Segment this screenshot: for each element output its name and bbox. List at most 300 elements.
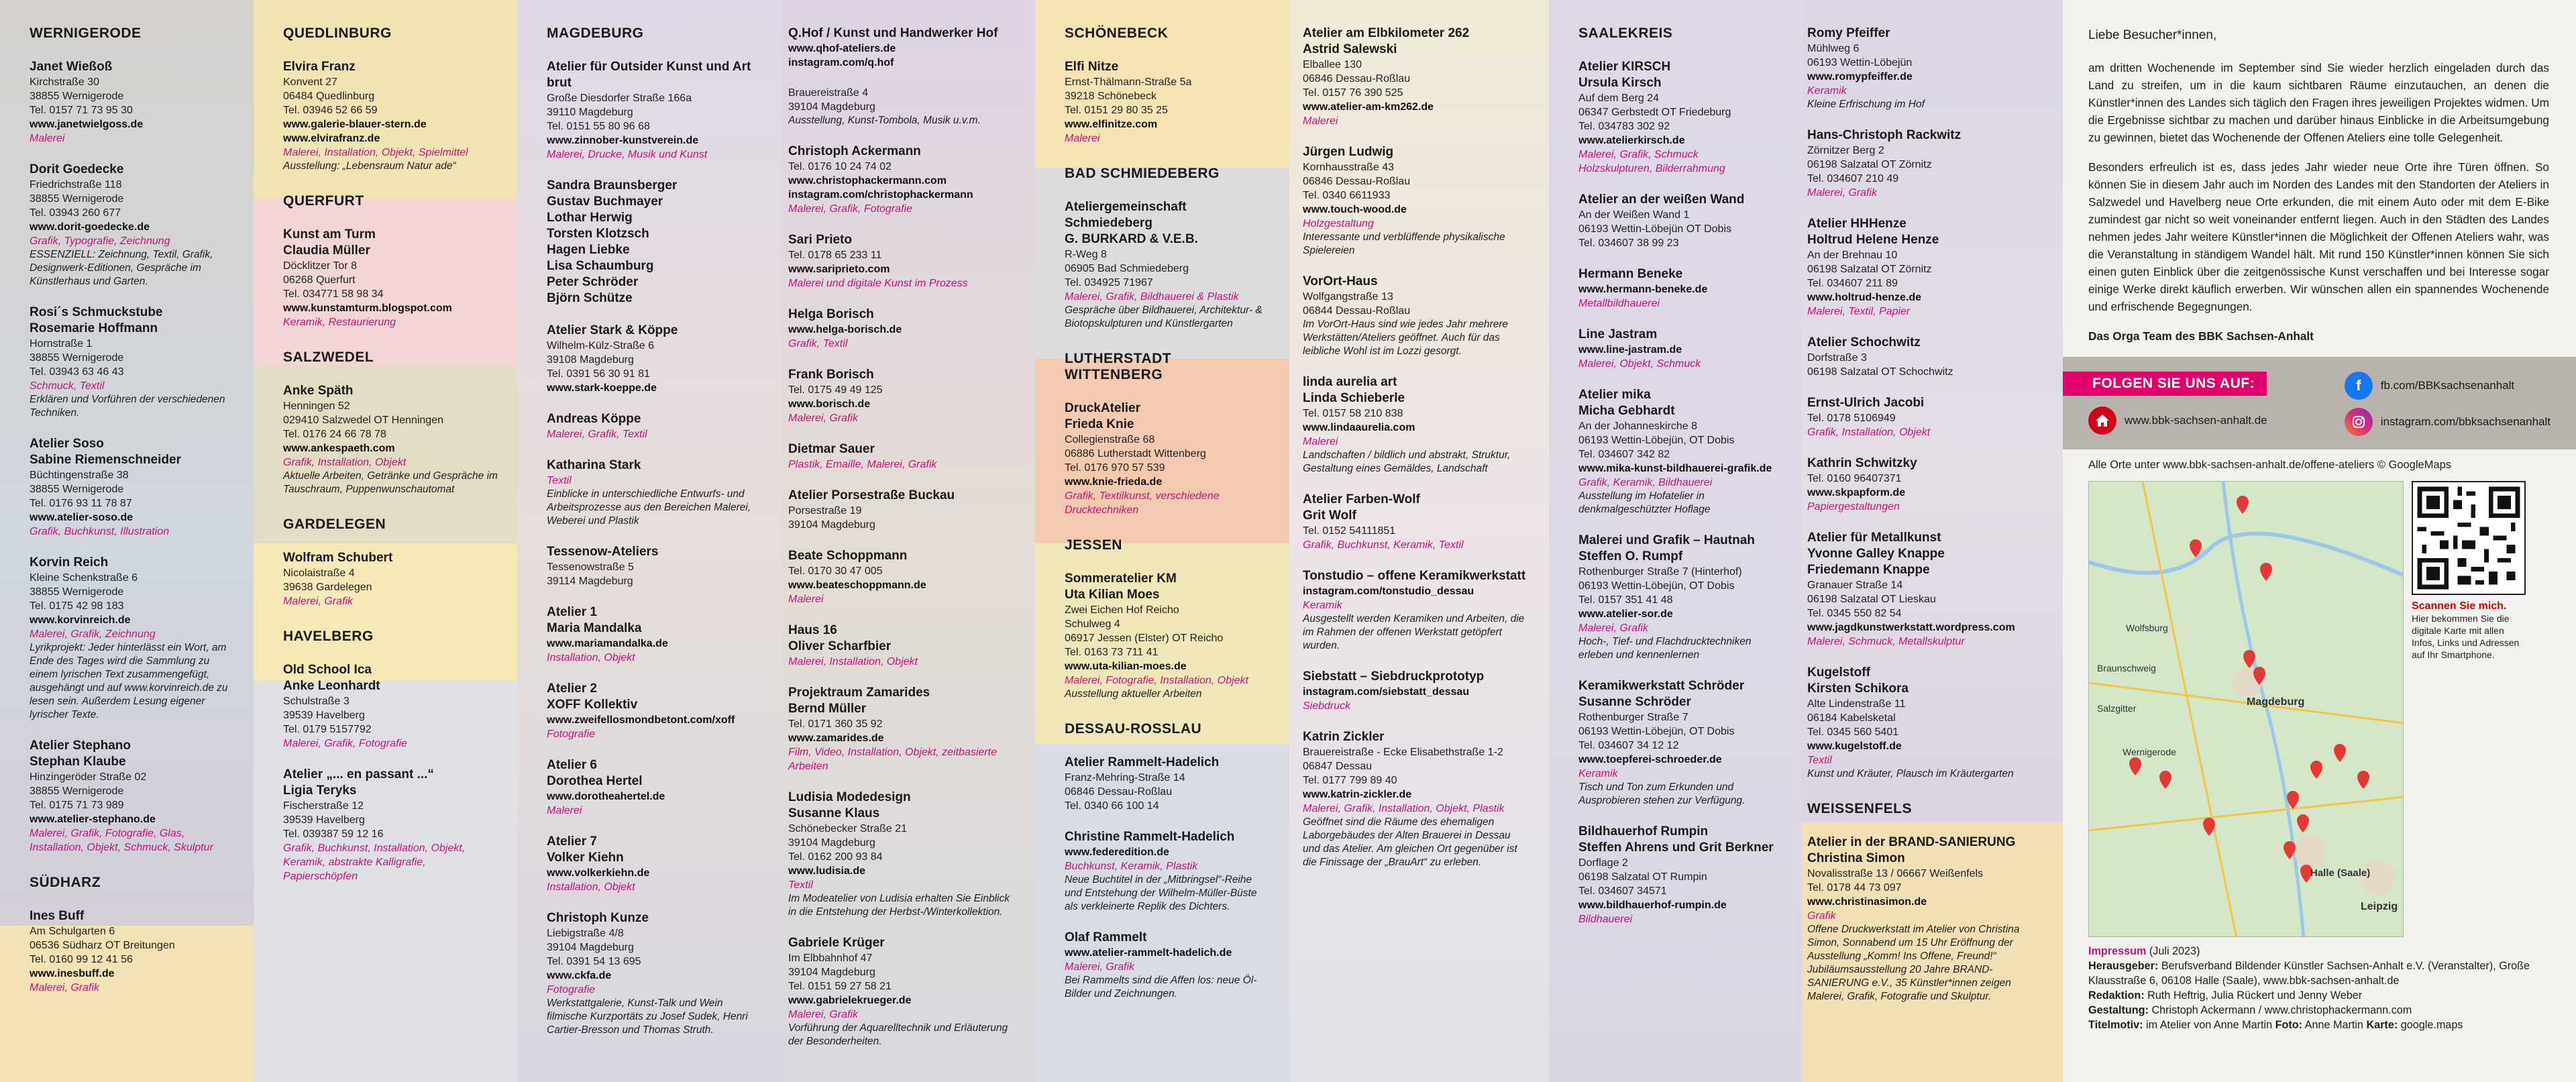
address-line: Tel. 034607 342 82 xyxy=(1578,449,1670,460)
impressum-heading: Impressum xyxy=(2088,945,2147,957)
artist-name: Atelier am Elbkilometer 262 xyxy=(1303,26,1470,40)
artist-name: Ernst-Ulrich Jacobi xyxy=(1807,396,1925,410)
map-label-wernigerode: Wernigerode xyxy=(2123,747,2176,757)
address-line: Kornhausstraße 43 xyxy=(1303,162,1395,173)
website-link[interactable]: www.christophackermann.com xyxy=(788,175,947,186)
website-link[interactable]: www.atelier-stephano.de xyxy=(30,814,156,825)
impressum-design: Christoph Ackermann / www.christophackermann.com xyxy=(2151,1004,2412,1016)
artist-name: Anke Späth xyxy=(283,384,354,398)
artist-name: Kathrin Schwitzky xyxy=(1807,456,1917,470)
impressum-editor: Ruth Heftrig, Julia Rückert und Jenny Weber xyxy=(2147,989,2363,1002)
address-line: 06198 Salzatal OT Zörnitz xyxy=(1807,159,1932,170)
map-label-leipzig: Leipzig xyxy=(2361,901,2398,912)
address-line: 06193 Wettin-Löbejün xyxy=(1807,57,1913,68)
website-link[interactable]: www.gabrielekrueger.de xyxy=(788,995,912,1006)
artist-entry xyxy=(1303,374,1530,476)
artist-entry xyxy=(30,305,235,420)
address-line: Tel. 0178 65 233 11 xyxy=(788,250,882,261)
address-line: Tel. 039387 59 12 16 xyxy=(283,828,384,840)
artist-name: Q.Hof / Kunst und Handwerker Hof xyxy=(788,26,998,40)
category-text: Malerei, Grafik, Textil xyxy=(547,429,647,440)
artist-name: Projektraum Zamarides xyxy=(788,686,930,700)
map-label-magdeburg: Magdeburg xyxy=(2247,696,2305,708)
website-link[interactable]: www.dorit-goedecke.de xyxy=(30,221,150,233)
artist-name: Astrid Salewski xyxy=(1303,42,1397,56)
column-1 xyxy=(0,0,254,1082)
address-line: Collegienstraße 68 xyxy=(1065,434,1155,445)
home-icon xyxy=(2088,407,2116,435)
artist-name: Old School Ica xyxy=(283,663,372,677)
map-label-braunschweig: Braunschweig xyxy=(2097,663,2156,673)
artist-name: Atelier 7 xyxy=(547,834,597,849)
category-text: Siebdruck xyxy=(1303,700,1351,712)
address-line: Tel. 0345 560 5401 xyxy=(1807,726,1899,738)
artist-name: Micha Gebhardt xyxy=(1578,404,1675,418)
website-link[interactable]: www.galerie-blauer-stern.de xyxy=(283,119,427,130)
address-line: An der Weißen Wand 1 xyxy=(1578,209,1690,221)
website-link[interactable]: www.federedition.de xyxy=(1065,847,1169,858)
address-line: 06846 Dessau-Roßlau xyxy=(1303,176,1411,187)
category-text: Textil xyxy=(1807,755,1832,766)
address-line: Schulweg 4 xyxy=(1065,618,1120,630)
website-link[interactable]: www.lindaaurelia.com xyxy=(1303,422,1415,433)
artist-entry xyxy=(1578,824,1783,926)
address-line: Tel. 0151 55 80 96 68 xyxy=(547,121,650,132)
address-line: Tel. 034925 71967 xyxy=(1065,277,1153,288)
website-link[interactable]: www.hermann-beneke.de xyxy=(1578,284,1708,295)
address-line: Wilhelm-Külz-Straße 6 xyxy=(547,340,655,351)
website-link[interactable]: instagram.com/christophackermann xyxy=(788,189,973,201)
website-link[interactable]: www.ludisia.de xyxy=(788,865,865,877)
artist-entry xyxy=(547,411,763,441)
address-line: 39638 Gardelegen xyxy=(283,582,372,593)
address-line: 39218 Schönebeck xyxy=(1065,91,1157,102)
artist-entry xyxy=(1807,530,2044,649)
category-text: Malerei xyxy=(547,805,582,816)
website-link[interactable]: www.zweifellosmondbetont.com/xoff xyxy=(547,714,735,726)
address-line: An der Johanneskirche 8 xyxy=(1578,421,1697,432)
category-text: Schmuck, Textil xyxy=(30,380,105,392)
region-map[interactable] xyxy=(2088,481,2404,937)
website-link[interactable]: www.skpapform.de xyxy=(1807,487,1906,498)
artist-name: Gustav Buchmayer xyxy=(547,195,663,209)
website-link[interactable]: www.korvinreich.de xyxy=(30,614,131,626)
impressum-label-design: Gestaltung: xyxy=(2088,1004,2149,1016)
description-text: Gespräche über Bildhauerei, Architektur- & Biotopskulpturen und Künstlergarten xyxy=(1065,305,1263,329)
artist-name: Malerei und Grafik – Hautnah xyxy=(1578,533,1755,547)
artist-name: Haus 16 xyxy=(788,623,837,637)
category-text: Malerei, Grafik xyxy=(788,1009,859,1020)
website-link[interactable]: www.helga-borisch.de xyxy=(788,324,902,335)
artist-name: Christine Rammelt-Hadelich xyxy=(1065,830,1235,844)
address-line: Brauereistraße - Ecke Elisabethstraße 1-2 xyxy=(1303,747,1503,758)
artist-name: Atelier 1 xyxy=(547,605,597,619)
address-line: 06193 Wettin-Löbejün OT Dobis xyxy=(1578,223,1731,235)
website-link[interactable]: instagram.com/siebstatt_dessau xyxy=(1303,686,1470,698)
website-link[interactable]: www.dorotheahertel.de xyxy=(547,791,665,802)
category-text: Malerei, Grafik xyxy=(788,413,859,424)
address-line: Tel. 0151 59 27 58 21 xyxy=(788,981,892,992)
website-link[interactable]: www.inesbuff.de xyxy=(30,968,115,979)
artist-entry xyxy=(1065,930,1271,1001)
artist-name: XOFF Kollektiv xyxy=(547,698,638,712)
description-text: Neue Buchtitel in der „Mitbringsel“-Reihe und Entstehung der Wilhelm-Müller-Büste als verkleinerte Replik des Dichters. xyxy=(1065,874,1257,912)
impressum-label-map: Karte: xyxy=(2366,1019,2398,1031)
category-text: Installation, Objekt xyxy=(547,881,635,893)
section-title: DESSAU-ROSSLAU xyxy=(1065,721,1202,737)
website-link[interactable]: www.sariprieto.com xyxy=(788,264,890,275)
artist-name: DruckAtelier xyxy=(1065,401,1140,415)
website-link[interactable]: www.ankespaeth.com xyxy=(283,443,395,454)
section-title: GARDELEGEN xyxy=(283,517,386,532)
artist-name: Atelier Porsestraße Buckau xyxy=(788,488,955,502)
address-line: 06198 Salzatal OT Rumpin xyxy=(1578,871,1707,883)
column-2 xyxy=(254,0,517,1082)
artist-entry xyxy=(547,457,763,528)
artist-name: Hagen Liebke xyxy=(547,243,630,257)
description-text: Ausgestellt werden Keramiken und Arbeiten, die im Rahmen der offenen Werkstatt getöpfert wurden. xyxy=(1303,613,1525,651)
category-text: Malerei, Grafik, Fotografie, Glas, Installation, Objekt, Schmuck, Skulptur xyxy=(30,828,213,853)
address-line: Elballee 130 xyxy=(1303,59,1362,70)
address-line: Franz-Mehring-Straße 14 xyxy=(1065,772,1185,783)
address-line: Tel. 03943 260 677 xyxy=(30,207,121,219)
artist-entry xyxy=(283,383,498,496)
address-line: Tel. 0340 6611933 xyxy=(1303,190,1391,201)
website-link[interactable]: www.toepferei-schroeder.de xyxy=(1578,754,1722,765)
artist-name: Volker Kiehn xyxy=(547,851,624,865)
category-text: Malerei, Grafik, Bildhauerei & Plastik xyxy=(1065,291,1239,303)
follow-bar xyxy=(2063,357,2576,449)
website-link[interactable]: www.borisch.de xyxy=(788,398,871,410)
section-title: QUERFURT xyxy=(283,193,364,209)
address-line: Tel. 0175 42 98 183 xyxy=(30,600,124,612)
address-line: Tel. 0176 10 24 74 02 xyxy=(788,161,892,172)
website-link[interactable]: www.atelier-sor.de xyxy=(1578,608,1673,620)
address-line: Tel. 0162 200 93 84 xyxy=(788,851,883,863)
artist-entry xyxy=(788,685,1016,773)
website-link[interactable]: www.stark-koeppe.de xyxy=(547,382,657,394)
address-line: Dorflage 2 xyxy=(1578,857,1628,869)
category-text: Holzskulpturen, Bilderrahmung xyxy=(1578,163,1725,174)
address-line: Tel. 0178 44 73 097 xyxy=(1807,882,1902,894)
address-line: Döcklitzer Tor 8 xyxy=(283,260,357,272)
address-line: Schönebecker Straße 21 xyxy=(788,823,907,834)
artist-name: Ludisia Modedesign xyxy=(788,790,911,804)
address-line: Tessenowstraße 5 xyxy=(547,561,634,573)
artist-entry xyxy=(1578,678,1783,808)
address-line: Tel. 0160 99 12 41 56 xyxy=(30,954,133,965)
website-link[interactable]: www.uta-kilian-moes.de xyxy=(1065,661,1187,672)
column-3 xyxy=(517,0,782,1082)
artist-name: Rosi´s Schmuckstube xyxy=(30,305,163,319)
address-line: Alte Lindenstraße 11 xyxy=(1807,698,1906,710)
website-link[interactable]: www.zinnober-kunstverein.de xyxy=(547,135,699,146)
category-text: Malerei, Grafik xyxy=(1065,961,1135,973)
artist-entry xyxy=(1065,755,1271,813)
impressum-label-publisher: Herausgeber: xyxy=(2088,960,2159,972)
website-link[interactable]: www.katrin-zickler.de xyxy=(1303,789,1412,800)
artist-entry xyxy=(788,144,1016,216)
address-line: 39108 Magdeburg xyxy=(547,354,634,366)
artist-entry xyxy=(30,162,235,288)
artist-name: Uta Kilian Moes xyxy=(1065,588,1160,602)
category-text: Malerei xyxy=(1303,436,1338,447)
artist-entry xyxy=(1807,335,2044,379)
address-line: Liebigstraße 4/8 xyxy=(547,928,624,939)
website-link[interactable]: www.mika-kunst-bildhauerei-grafik.de xyxy=(1578,463,1772,474)
artist-name: Holtrud Helene Henze xyxy=(1807,233,1939,247)
website-link[interactable]: www.knie-frieda.de xyxy=(1065,476,1163,488)
website-link[interactable]: www.holtrud-henze.de xyxy=(1807,292,1922,303)
address-line: 39104 Magdeburg xyxy=(788,101,875,113)
artist-name: Ateliergemeinschaft Schmiedeberg xyxy=(1065,200,1187,230)
address-line: Friedrichstraße 118 xyxy=(30,179,122,191)
artist-name: Christoph Kunze xyxy=(547,911,649,925)
category-text: Keramik xyxy=(1807,85,1847,97)
website-link[interactable]: www.bildhauerhof-rumpin.de xyxy=(1578,900,1727,911)
artist-entry xyxy=(30,738,235,855)
artist-name: Ursula Kirsch xyxy=(1578,76,1662,90)
website-link[interactable]: www.jagdkunstwerkstatt.wordpress.com xyxy=(1807,622,2015,633)
impressum-motif: im Atelier von Anne Martin xyxy=(2146,1019,2273,1031)
artist-entry xyxy=(788,367,1016,425)
category-text: Textil xyxy=(788,879,813,891)
website-link[interactable] xyxy=(2088,407,2267,435)
artist-name: Atelier Stephano xyxy=(30,739,131,753)
facebook-icon: f xyxy=(2345,372,2373,400)
address-line: Tel. 0391 54 13 695 xyxy=(547,956,641,967)
address-line: Tel. 0171 360 35 92 xyxy=(788,718,883,730)
intro-panel xyxy=(2063,0,2576,1082)
address-line: Tel. 0151 29 80 35 25 xyxy=(1065,105,1168,116)
address-line: An der Brehnau 10 xyxy=(1807,250,1898,261)
intro-paragraph-2: Besonders erfreulich ist es, dass jedes Jahr wieder neue Orte ihre Türen öffnen. So können Sie in diesem Jahr auch im Norden des Landes mit den Standorten der Ateliers in Salzwedel und Havelberg neue Orte erkunden, die mit einem Auto oder mit dem E-Bike zumindest gar nicht so weit voneinander entfernt liegen. Auch in den Städten des Landes nehmen jedes Jahr weitere Künstler*innen die Möglichkeit der Offenen Ateliers wahr, was die Veranstaltung in ständigem Wandel hält. Mit rund 150 Künstler*innen können Sie sich einen guten Einblick über die zeitgenössische Kunst verschaffen und bei Interesse sogar einige Werke direkt käuflich erwerben. Wir wünschen allen ein spannendes Wochenende und erfrischende Begegnungen. xyxy=(2088,160,2549,313)
artist-entry xyxy=(547,544,763,588)
facebook-link[interactable] xyxy=(2345,372,2551,400)
artist-entry xyxy=(1303,669,1530,713)
section-title: JESSEN xyxy=(1065,537,1122,553)
address-line: Große Diesdorfer Straße 166a xyxy=(547,93,692,104)
website-link[interactable]: www.atelier-rammelt-hadelich.de xyxy=(1065,947,1232,959)
address-line: Nicolaistraße 4 xyxy=(283,567,355,579)
website-link[interactable]: www.qhof-ateliers.de xyxy=(788,43,896,54)
address-line: Tel. 0157 351 41 48 xyxy=(1578,594,1673,606)
artist-name: Ligia Teryks xyxy=(283,783,357,798)
address-line: Zörnitzer Berg 2 xyxy=(1807,145,1884,156)
artist-name: Kugelstoff xyxy=(1807,665,1870,680)
address-line: Tel. 0176 970 57 539 xyxy=(1065,462,1165,474)
website-link[interactable]: www.zamarides.de xyxy=(788,733,884,744)
description-text: Hoch-, Tief- und Flachdrucktechniken erleben und kennenlernen xyxy=(1578,636,1752,661)
description-text: Ausstellung im Hofatelier in denkmalgeschützter Hoflage xyxy=(1578,490,1711,515)
impressum-label-editor: Redaktion: xyxy=(2088,989,2145,1002)
address-line: 06846 Dessau-Roßlau xyxy=(1065,786,1173,798)
section-title: BAD SCHMIEDEBERG xyxy=(1065,166,1220,181)
category-text: Grafik xyxy=(1807,910,1836,922)
artist-entry xyxy=(788,548,1016,606)
artist-entry xyxy=(30,555,235,722)
description-text: Im VorOrt-Haus sind wie jedes Jahr mehrere Werkstätten/Ateliers geöffnet. Auch für das leibliche Wohl ist im Lozzi gesorgt. xyxy=(1303,319,1509,357)
artist-name: Christina Simon xyxy=(1807,851,1905,865)
description-text: Ausstellung, Kunst-Tombola, Musik u.v.m. xyxy=(788,115,981,126)
address-line: 06184 Kabelsketal xyxy=(1807,712,1896,724)
artist-name: Atelier 2 xyxy=(547,682,597,696)
section-title: SÜDHARZ xyxy=(30,875,101,890)
website-link[interactable]: www.janetwielgoss.de xyxy=(30,119,144,130)
website-link[interactable]: www.line-jastram.de xyxy=(1578,344,1682,356)
artist-entry xyxy=(1807,25,2044,111)
website-link[interactable]: www.ckfa.de xyxy=(547,970,612,981)
description-text: Erklären und Vorführen der verschiedenen Techniken. xyxy=(30,394,225,419)
artist-entry xyxy=(1807,127,2044,200)
artist-name: Atelier Schochwitz xyxy=(1807,335,1921,349)
address-line: 39110 Magdeburg xyxy=(547,107,633,118)
category-text: Grafik, Buchkunst, Illustration xyxy=(30,526,170,537)
map-label-salzgitter: Salzgitter xyxy=(2097,703,2137,714)
address-line: 06886 Lutherstadt Wittenberg xyxy=(1065,448,1206,459)
address-line: Auf dem Berg 24 xyxy=(1578,93,1660,104)
address-line: 39104 Magdeburg xyxy=(788,837,875,849)
artist-name: Atelier Farben-Wolf xyxy=(1303,492,1420,506)
address-line: Wolfgangstraße 13 xyxy=(1303,291,1393,303)
website-link[interactable]: www.kugelstoff.de xyxy=(1807,741,1902,752)
artist-name: Atelier für Metallkunst xyxy=(1807,531,1941,545)
category-text: Malerei xyxy=(1065,133,1100,144)
artist-name: Jürgen Ludwig xyxy=(1303,145,1394,159)
website-link[interactable]: www.elvirafranz.de xyxy=(283,133,380,144)
artist-entry xyxy=(1303,25,1530,128)
category-text: Bildhauerei xyxy=(1578,914,1633,925)
artist-name: Hermann Beneke xyxy=(1578,267,1683,281)
artist-entry xyxy=(788,623,1016,669)
website-link[interactable]: www.elfinitze.com xyxy=(1065,119,1158,130)
category-text: Metallbildhauerei xyxy=(1578,298,1660,309)
column-8 xyxy=(1802,0,2063,1082)
address-line: Tel. 0157 71 73 95 30 xyxy=(30,105,133,116)
artist-name: Tessenow-Ateliers xyxy=(547,545,659,559)
website-link[interactable]: www.christinasimon.de xyxy=(1807,896,1927,908)
website-link[interactable]: www.volkerkiehn.de xyxy=(547,867,650,879)
address-line: 38855 Wernigerode xyxy=(30,193,124,205)
website-link[interactable]: www.kunstamturm.blogspot.com xyxy=(283,303,452,314)
category-text: Malerei, Grafik, Fotografie xyxy=(788,203,912,215)
address-line: 06268 Querfurt xyxy=(283,274,356,286)
website-link[interactable]: www.romypfeiffer.de xyxy=(1807,71,1913,83)
artist-name: Olaf Rammelt xyxy=(1065,930,1147,944)
section-title: LUTHERSTADT WITTENBERG xyxy=(1065,351,1172,382)
artist-name: Atelier Soso xyxy=(30,437,104,451)
artist-name: Kunst am Turm xyxy=(283,227,376,241)
description-text: Landschaften / bildlich und abstrakt, Struktur, Gestaltung eines Gemäldes, Landschaft xyxy=(1303,449,1511,474)
address-line: 39104 Magdeburg xyxy=(788,519,875,531)
artist-name: Kirsten Schikora xyxy=(1807,682,1909,696)
artist-name: Maria Mandalka xyxy=(547,621,642,635)
artist-name: Atelier KIRSCH xyxy=(1578,60,1671,74)
category-text: Grafik, Buchkunst, Installation, Objekt, Keramik, abstrakte Kalligrafie, Papierschöpfen xyxy=(283,843,466,882)
website-link[interactable]: www.touch-wood.de xyxy=(1303,204,1407,215)
description-text: Offene Druckwerkstatt im Atelier von Christina Simon, Sonnabend um 15 Uhr Eröffnung der Ausstellung „Komm! Ins Offene, Freund!“ Jubiläumsausstellung 20 Jahre BRAND-SANIERUNG e.V., 35 Künstler*innen zeigen Malerei, Grafik, Fotografie und Skulptur. xyxy=(1807,924,2020,1002)
artist-entry xyxy=(547,604,763,665)
address-line: Büchtingenstraße 38 xyxy=(30,470,129,481)
column-4 xyxy=(782,0,1035,1082)
description-text: Aktuelle Arbeiten, Getränke und Gespräche im Tauschraum, Puppenwunschautomat xyxy=(283,470,498,495)
artist-entry xyxy=(1807,665,2044,781)
qr-code[interactable] xyxy=(2412,481,2526,595)
address-line: Tel. 0163 73 711 41 xyxy=(1065,647,1159,658)
website-link[interactable]: www.atelier-soso.de xyxy=(30,512,133,523)
category-text: Keramik xyxy=(1303,600,1342,611)
artist-name: VorOrt-Haus xyxy=(1303,274,1378,288)
artist-entry xyxy=(788,232,1016,290)
address-line: Tel. 0160 96407371 xyxy=(1807,473,1902,484)
description-text: Kunst und Kräuter, Plausch im Kräutergarten xyxy=(1807,768,2014,779)
category-text: Malerei, Grafik xyxy=(1807,187,1878,199)
website-link[interactable]: www.beateschoppmann.de xyxy=(788,580,926,591)
address-line: Tel. 034607 34571 xyxy=(1578,885,1667,897)
address-line: Brauereistraße 4 xyxy=(788,87,869,99)
artist-name: Ines Buff xyxy=(30,909,85,923)
website-link[interactable]: www.atelier-am-km262.de xyxy=(1303,101,1434,113)
artist-entry xyxy=(283,767,498,883)
column-7 xyxy=(1549,0,1802,1082)
artist-name: Grit Wolf xyxy=(1303,508,1356,523)
instagram-icon xyxy=(2345,408,2373,436)
address-line: Tel. 034607 211 89 xyxy=(1807,278,1898,289)
impressum-publisher: Berufsverband Bildender Künstler Sachsen-Anhalt e.V. (Veranstalter), Große Klausstraße 6, 06108 Halle (Saale), www.bbk-sachsen-anhalt.de xyxy=(2088,960,2530,987)
facebook-text: fb.com/BBKsachsenanhalt xyxy=(2380,379,2515,392)
category-text: Fotografie xyxy=(547,984,596,995)
qr-scan-text: Hier bekommen Sie die digitale Karte mit allen Infos, Links und Adressen auf Ihr Smartphone. xyxy=(2412,613,2520,660)
artist-entry xyxy=(1578,59,1783,176)
artist-entry xyxy=(547,178,763,307)
category-text: Malerei und digitale Kunst im Prozess xyxy=(788,278,968,289)
address-line: 38855 Wernigerode xyxy=(30,586,124,598)
artist-entry xyxy=(788,935,1016,1048)
artist-entry xyxy=(547,834,763,894)
address-line: Tel. 0152 54111851 xyxy=(1303,525,1396,537)
section-title: MAGDEBURG xyxy=(547,25,644,41)
category-text: Malerei, Fotografie, Installation, Objekt xyxy=(1065,675,1248,686)
instagram-link[interactable] xyxy=(2345,408,2551,436)
website-link[interactable]: instagram.com/q.hof xyxy=(788,57,894,68)
address-line: 38855 Wernigerode xyxy=(30,91,124,102)
category-text: Papiergestaltungen xyxy=(1807,501,1900,512)
description-text: Geöffnet sind die Räume des ehemaligen Laborgebäudes der Alten Brauerei in Dessau und das Atelier. Am gleichen Ort gegenüber ist die Finissage der „BrauArt“ zu erleben. xyxy=(1303,816,1517,868)
address-line: 39114 Magdeburg xyxy=(547,576,633,587)
category-text: Malerei, Installation, Objekt, Spielmittel xyxy=(283,147,468,158)
artist-entry xyxy=(788,86,1016,127)
map-label-wolfsburg: Wolfsburg xyxy=(2126,623,2168,633)
all-places-text: Alle Orte unter www.bbk-sachsen-anhalt.de/offene-ateliers © GoogleMaps xyxy=(2088,459,2452,471)
section-title: QUEDLINBURG xyxy=(283,25,392,41)
section-title: SALZWEDEL xyxy=(283,349,374,365)
artist-entry xyxy=(1807,834,2044,1004)
artist-entry xyxy=(1303,144,1530,258)
artist-entry xyxy=(1578,533,1783,662)
category-text: Malerei, Grafik xyxy=(30,982,100,993)
artist-name: Korvin Reich xyxy=(30,555,109,570)
website-link[interactable]: instagram.com/tonstudio_dessau xyxy=(1303,586,1474,597)
website-link[interactable]: www.atelierkirsch.de xyxy=(1578,135,1685,146)
column-5 xyxy=(1035,0,1289,1082)
map-label-halle: Halle (Saale) xyxy=(2310,867,2371,879)
website-link[interactable]: www.mariamandalka.de xyxy=(547,638,668,649)
follow-title: FOLGEN SIE UNS AUF: xyxy=(2063,372,2267,396)
artist-name: Katharina Stark xyxy=(547,458,641,472)
address-line: 06484 Quedlinburg xyxy=(283,91,375,102)
artist-name: Torsten Klotzsch xyxy=(547,227,649,241)
artist-name: Dietmar Sauer xyxy=(788,442,875,456)
